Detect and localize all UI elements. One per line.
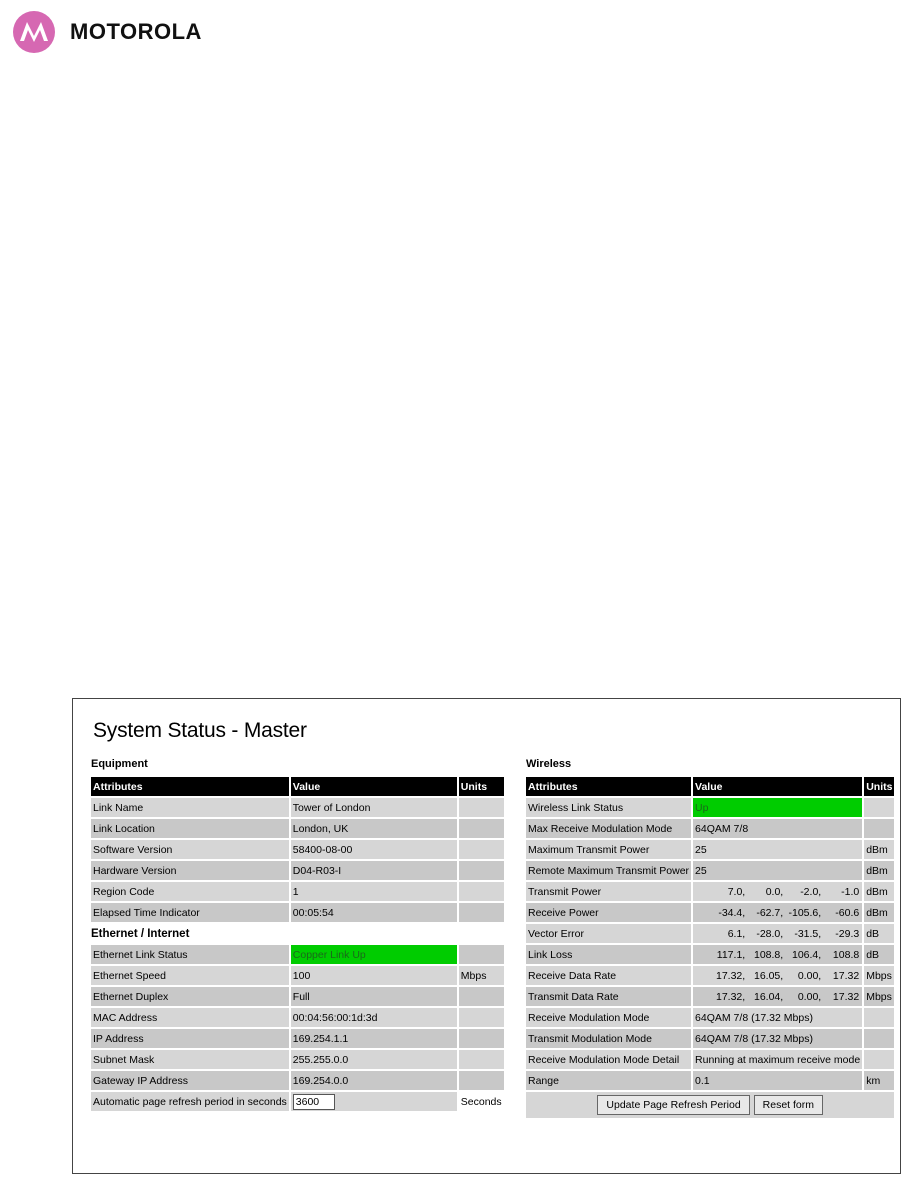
table-row <box>91 840 504 859</box>
table-row <box>526 840 894 859</box>
equipment-header-units: Units <box>459 777 504 796</box>
attribute-label: Transmit Data Rate <box>526 987 691 1006</box>
attribute-value: 25 <box>693 840 862 859</box>
value-part: 6.1, <box>727 927 746 940</box>
attribute-value <box>693 987 862 1006</box>
attribute-value: Running at maximum receive mode <box>693 1050 862 1069</box>
attribute-units <box>864 1008 894 1027</box>
attribute-value: Copper Link Up <box>291 945 457 964</box>
value-part: 117.1, <box>716 948 746 961</box>
attribute-label: Receive Modulation Mode Detail <box>526 1050 691 1069</box>
value-part: 0.0, <box>765 885 784 898</box>
attribute-label: Receive Power <box>526 903 691 922</box>
refresh-units: Seconds <box>459 1092 504 1111</box>
table-row <box>526 945 894 964</box>
value-part: 17.32, <box>716 969 746 982</box>
table-row <box>526 1008 894 1027</box>
attribute-label: Receive Data Rate <box>526 966 691 985</box>
value-part: -34.4, <box>718 906 746 919</box>
brand-wordmark: MOTOROLA <box>70 19 202 44</box>
button-row <box>526 1092 894 1118</box>
table-row <box>91 966 504 985</box>
attribute-label: MAC Address <box>91 1008 289 1027</box>
value-part: -1.0 <box>841 885 860 898</box>
table-row <box>91 903 504 922</box>
attribute-value <box>693 924 862 943</box>
attribute-value: 64QAM 7/8 <box>693 819 862 838</box>
wireless-header-units: Units <box>864 777 894 796</box>
attribute-units <box>459 861 504 880</box>
attribute-units: Mbps <box>864 987 894 1006</box>
table-row <box>526 882 894 901</box>
attribute-units: dB <box>864 945 894 964</box>
table-row <box>91 819 504 838</box>
attribute-units <box>459 945 504 964</box>
value-part: -62.7, <box>756 906 784 919</box>
attribute-value: 169.254.0.0 <box>291 1071 457 1090</box>
table-row <box>91 882 504 901</box>
value-part: 0.00, <box>797 990 822 1003</box>
value-part: 106.4, <box>792 948 822 961</box>
equipment-header-attributes: Attributes <box>91 777 289 796</box>
refresh-period-input[interactable] <box>293 1094 335 1110</box>
attribute-units: km <box>864 1071 894 1090</box>
attribute-label: Remote Maximum Transmit Power <box>526 861 691 880</box>
table-row <box>91 987 504 1006</box>
attribute-label: Hardware Version <box>91 861 289 880</box>
attribute-label: Transmit Modulation Mode <box>526 1029 691 1048</box>
attribute-units: Mbps <box>459 966 504 985</box>
wireless-header-attributes: Attributes <box>526 777 691 796</box>
value-part: -60.6 <box>835 906 860 919</box>
attribute-units <box>459 882 504 901</box>
attribute-value: 255.255.0.0 <box>291 1050 457 1069</box>
attribute-units: dBm <box>864 882 894 901</box>
wireless-header-value: Value <box>693 777 862 796</box>
attribute-value: 25 <box>693 861 862 880</box>
value-part: 17.32 <box>832 990 860 1003</box>
attribute-value: 100 <box>291 966 457 985</box>
attribute-value: 64QAM 7/8 (17.32 Mbps) <box>693 1008 862 1027</box>
attribute-label: Elapsed Time Indicator <box>91 903 289 922</box>
table-row <box>526 861 894 880</box>
table-row <box>91 1008 504 1027</box>
attribute-value <box>693 966 862 985</box>
motorola-batwing-icon <box>12 10 56 54</box>
value-part: 0.00, <box>797 969 822 982</box>
attribute-units: dBm <box>864 840 894 859</box>
refresh-label: Automatic page refresh period in seconds <box>91 1092 289 1111</box>
attribute-units: Mbps <box>864 966 894 985</box>
equipment-table <box>89 775 506 1113</box>
equipment-section-label: Equipment <box>91 758 148 770</box>
wireless-header-row <box>526 777 894 796</box>
attribute-units <box>459 798 504 817</box>
table-row <box>526 1071 894 1090</box>
value-part: 16.05, <box>754 969 784 982</box>
wireless-section-label: Wireless <box>526 758 572 770</box>
attribute-units <box>459 1050 504 1069</box>
wireless-table <box>524 775 896 1120</box>
attribute-value: D04-R03-I <box>291 861 457 880</box>
page-title: System Status - Master <box>93 719 307 742</box>
attribute-label: Maximum Transmit Power <box>526 840 691 859</box>
ethernet-subheader-row <box>91 924 504 943</box>
attribute-value: London, UK <box>291 819 457 838</box>
attribute-units <box>459 1029 504 1048</box>
value-part: -2.0, <box>800 885 822 898</box>
value-part: 108.8 <box>832 948 860 961</box>
attribute-value <box>693 882 862 901</box>
attribute-value: 00:04:56:00:1d:3d <box>291 1008 457 1027</box>
table-row <box>526 966 894 985</box>
attribute-label: Ethernet Link Status <box>91 945 289 964</box>
value-part: 7.0, <box>727 885 746 898</box>
table-row <box>91 1050 504 1069</box>
attribute-label: Link Name <box>91 798 289 817</box>
attribute-units <box>864 798 894 817</box>
value-part: 16.04, <box>754 990 784 1003</box>
attribute-units <box>459 819 504 838</box>
attribute-units <box>459 903 504 922</box>
attribute-label: Transmit Power <box>526 882 691 901</box>
value-part: -28.0, <box>756 927 784 940</box>
table-row <box>91 861 504 880</box>
ethernet-section-label: Ethernet / Internet <box>91 924 504 943</box>
table-row <box>91 1071 504 1090</box>
value-part: 108.8, <box>754 948 784 961</box>
value-part: -29.3 <box>835 927 860 940</box>
table-row <box>526 798 894 817</box>
table-row <box>526 819 894 838</box>
attribute-value: 64QAM 7/8 (17.32 Mbps) <box>693 1029 862 1048</box>
attribute-value: 00:05:54 <box>291 903 457 922</box>
value-part: -31.5, <box>794 927 822 940</box>
attribute-label: Wireless Link Status <box>526 798 691 817</box>
table-row <box>91 945 504 964</box>
attribute-units <box>459 1071 504 1090</box>
table-row <box>526 1029 894 1048</box>
attribute-label: Software Version <box>91 840 289 859</box>
attribute-label: Receive Modulation Mode <box>526 1008 691 1027</box>
system-status-panel <box>72 698 901 1174</box>
attribute-label: Range <box>526 1071 691 1090</box>
attribute-label: Ethernet Duplex <box>91 987 289 1006</box>
attribute-value: 0.1 <box>693 1071 862 1090</box>
reset-form-button[interactable]: Reset form <box>754 1095 823 1115</box>
attribute-label: Region Code <box>91 882 289 901</box>
attribute-label: Max Receive Modulation Mode <box>526 819 691 838</box>
attribute-label: Subnet Mask <box>91 1050 289 1069</box>
attribute-value: 1 <box>291 882 457 901</box>
table-row <box>91 1029 504 1048</box>
attribute-label: Ethernet Speed <box>91 966 289 985</box>
table-row <box>526 1050 894 1069</box>
value-part: 17.32, <box>716 990 746 1003</box>
refresh-row <box>91 1092 504 1111</box>
attribute-value: Full <box>291 987 457 1006</box>
table-row <box>526 924 894 943</box>
attribute-value: 58400-08-00 <box>291 840 457 859</box>
attribute-units <box>864 1050 894 1069</box>
attribute-units <box>864 819 894 838</box>
attribute-units <box>459 1008 504 1027</box>
attribute-value: Up <box>693 798 862 817</box>
equipment-header-row <box>91 777 504 796</box>
attribute-units: dB <box>864 924 894 943</box>
button-cell <box>526 1092 894 1118</box>
attribute-units: dBm <box>864 861 894 880</box>
attribute-label: Link Location <box>91 819 289 838</box>
table-row <box>91 798 504 817</box>
motorola-logo <box>12 10 202 54</box>
attribute-units <box>459 987 504 1006</box>
table-row <box>526 903 894 922</box>
attribute-value <box>693 903 862 922</box>
wireless-column <box>526 755 893 1120</box>
attribute-label: Vector Error <box>526 924 691 943</box>
equipment-header-value: Value <box>291 777 457 796</box>
value-part: -105.6, <box>788 906 822 919</box>
attribute-value: 169.254.1.1 <box>291 1029 457 1048</box>
refresh-value-cell <box>291 1092 457 1111</box>
update-refresh-period-button[interactable]: Update Page Refresh Period <box>597 1095 749 1115</box>
attribute-units <box>864 1029 894 1048</box>
attribute-value: Tower of London <box>291 798 457 817</box>
attribute-value <box>693 945 862 964</box>
attribute-units <box>459 840 504 859</box>
equipment-column <box>91 755 510 1113</box>
attribute-label: Link Loss <box>526 945 691 964</box>
attribute-label: IP Address <box>91 1029 289 1048</box>
attribute-label: Gateway IP Address <box>91 1071 289 1090</box>
value-part: 17.32 <box>832 969 860 982</box>
attribute-units: dBm <box>864 903 894 922</box>
table-row <box>526 987 894 1006</box>
